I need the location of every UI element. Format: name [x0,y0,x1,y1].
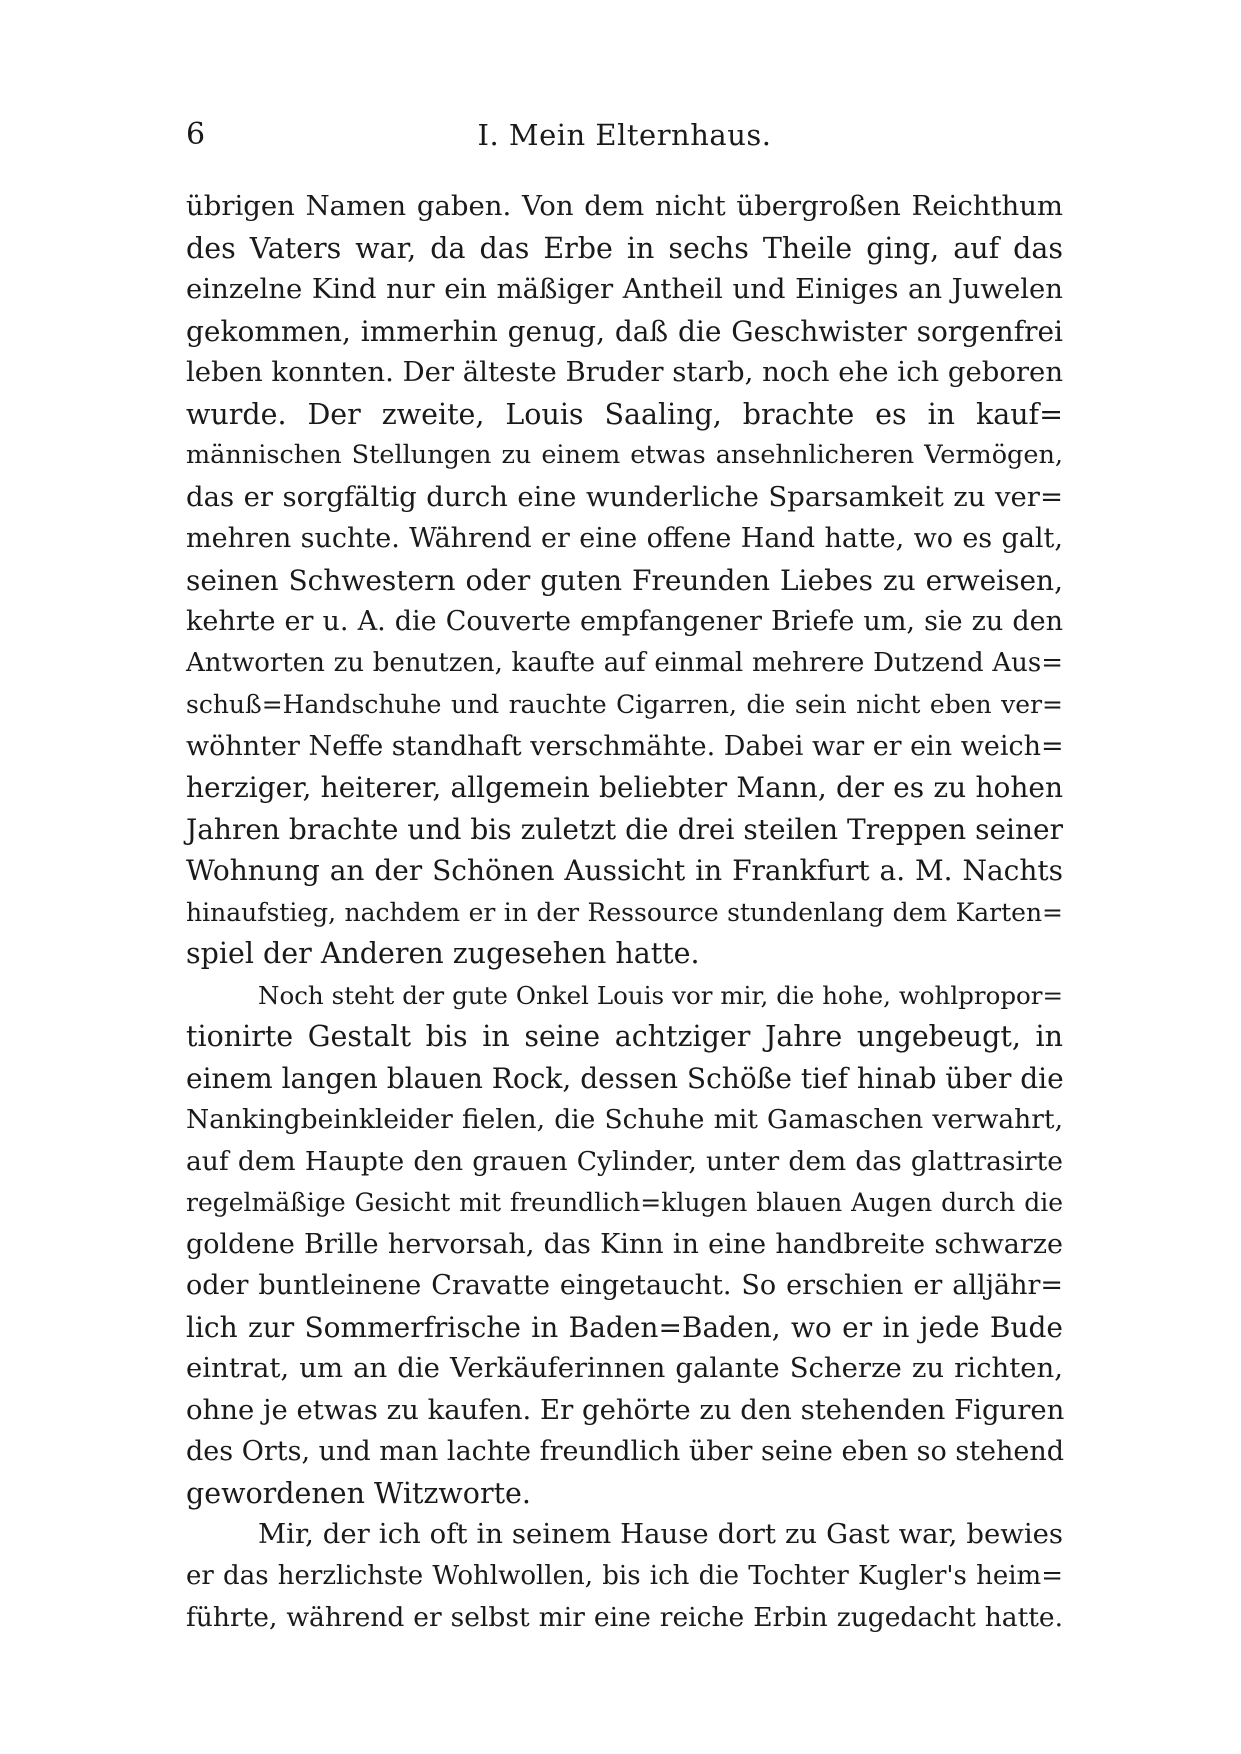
text-line: gewordenen Witzworte. [186,1476,531,1510]
text-line: Jahren brachte und bis zuletzt die drei steilen Treppen seiner [186,812,1063,846]
text-line: männischen Stellungen zu einem etwas ansehnlicheren Vermögen, [186,440,1063,470]
paragraph [186,975,1063,1515]
text-line: übrigen Namen gaben. Von dem nicht übergroßen Reichthum [186,190,1063,222]
text-line: auf dem Haupte den grauen Cylinder, unter dem das glattrasirte [186,1145,1063,1177]
text-line: Antworten zu benutzen, kaufte auf einmal mehrere Dutzend Aus= [186,647,1063,678]
paragraph [186,186,1063,975]
text-line: Nankingbeinkleider fielen, die Schuhe mit Gamaschen verwahrt, [186,1104,1063,1135]
text-line: tionirte Gestalt bis in seine achtziger Jahre ungebeugt, in [186,1020,1063,1053]
running-title: I. Mein Elternhaus. [477,118,772,152]
text-line: seinen Schwestern oder guten Freunden Liebes zu erweisen, [186,563,1063,597]
text-line: eintrat, um an die Verkäuferinnen galante Scherze zu richten, [186,1352,1063,1384]
text-line: kehrte er u. A. die Couverte empfangener Briefe um, sie zu den [186,606,1063,637]
text-line: gekommen, immerhin genug, daß die Geschwister sorgenfrei [186,314,1063,348]
text-line: ohne je etwas zu kaufen. Er gehörte zu den stehenden Figuren [186,1393,1065,1426]
text-line: des Vaters war, da das Erbe in sechs Theile ging, auf das [186,231,1063,265]
text-line: einem langen blauen Rock, dessen Schöße tief hinab über die [186,1061,1064,1095]
text-line: regelmäßige Gesicht mit freundlich=klugen blauen Augen durch die [186,1188,1063,1217]
body-text [186,186,1063,1639]
text-line: leben konnten. Der älteste Bruder starb, noch ehe ich geboren [186,356,1064,388]
text-line: oder buntleinene Cravatte eingetaucht. So erschien er alljähr= [186,1270,1063,1301]
page-header [186,112,1063,158]
text-line: das er sorgfältig durch eine wunderliche Sparsamkeit zu ver= [186,480,1063,513]
text-line: schuß=Handschuhe und rauchte Cigarren, die sein nicht eben ver= [186,690,1063,719]
text-line: wurde. Der zweite, Louis Saaling, brachte es in kauf= [186,397,1063,431]
paragraph [186,1514,1063,1639]
text-line: er das herzlichste Wohlwollen, bis ich die Tochter Kugler's heim= [186,1560,1063,1591]
text-line: spiel der Anderen zugesehen hatte. [186,937,700,970]
text-line: hinaufstieg, nachdem er in der Ressource stundenlang dem Karten= [186,897,1063,927]
text-line: führte, während er selbst mir eine reiche Erbin zugedacht hatte. [186,1602,1063,1633]
text-line: herziger, heiterer, allgemein beliebter Mann, der es zu hohen [186,771,1063,804]
text-line: Mir, der ich oft in seinem Hause dort zu Gast war, bewies [258,1518,1063,1550]
text-line: wöhnter Neffe standhaft verschmähte. Dabei war er ein weich= [186,730,1064,762]
text-line: goldene Brille hervorsah, das Kinn in eine handbreite schwarze [186,1228,1063,1260]
text-line: Noch steht der gute Onkel Louis vor mir, die hohe, wohlpropor= [258,980,1063,1010]
text-line: lich zur Sommerfrische in Baden=Baden, wo er in jede Bude [186,1310,1063,1344]
text-line: des Orts, und man lachte freundlich über seine eben so stehend [186,1436,1065,1467]
page-number: 6 [186,117,206,152]
text-line: einzelne Kind nur ein mäßiger Antheil und Einiges an Juwelen [186,273,1063,305]
text-line: mehren suchte. Während er eine offene Hand hatte, wo es galt, [186,523,1063,554]
text-line: Wohnung an der Schönen Aussicht in Frankfurt a. M. Nachts [186,854,1063,887]
